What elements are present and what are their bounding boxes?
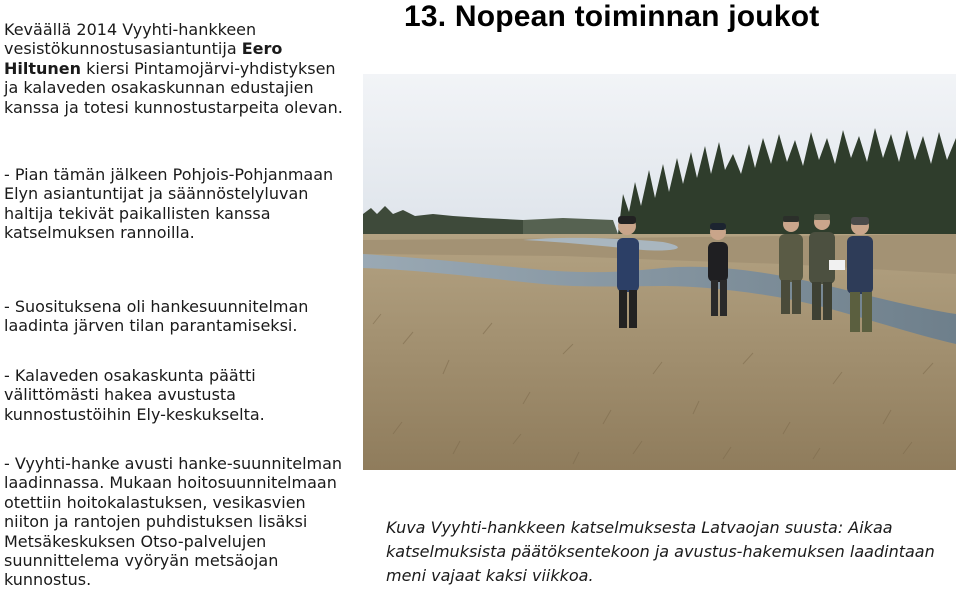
paragraph-recommendation: - Suosituksena oli hankesuunnitelman laadinta järven tilan parantamiseksi.: [4, 297, 309, 336]
paragraph-funding: - Kalaveden osakaskunta päätti välittömästi hakea avustusta kunnostustöihin Ely-keskukselta.: [4, 366, 265, 424]
paragraph-ely-inspection: - Pian tämän jälkeen Pohjois-Pohjanmaan Elyn asiantuntijat ja säännöstelyluvan haltija tekivät paikallisten kanssa katselmuksen rannoilla.: [4, 165, 334, 243]
distant-forest: [523, 218, 618, 236]
intro-name-bold: Eero Hiltunen: [4, 39, 283, 78]
paragraph-intro: [4, 20, 349, 117]
intro-text-start: Keväällä 2014 Vyyhti-hankkeen vesistökunnostusasiantuntija: [4, 20, 257, 59]
intro-text-end: kiersi Pintamojärvi-yhdistyksen ja kalaveden osakaskunnan edustajien kanssa ja totesi kunnostustarpeita olevan.: [4, 58, 343, 117]
photo-caption: Kuva Vyyhti-hankkeen katselmuksesta Latvaojan suusta: Aikaa katselmuksista päätöksentekoon ja avustus-hakemuksen laadintaan meni vajaat kaksi viikkoa.: [386, 518, 935, 585]
inspection-photo: [363, 74, 956, 470]
paragraph-plan: - Vyyhti-hanke avusti hanke-suunnitelman laadinnassa. Mukaan hoitosuunnitelmaan otettiin hoitokalastuksen, vesikasvien niiton ja rantojen puhdistuksen lisäksi Metsäkeskuksen Otso-palvelujen suunnittelema vyöryän metsäojan kunnostus.: [4, 454, 343, 590]
slide-title: 13. Nopean toiminnan joukot: [404, 0, 820, 33]
photo-illustration: [363, 74, 956, 470]
